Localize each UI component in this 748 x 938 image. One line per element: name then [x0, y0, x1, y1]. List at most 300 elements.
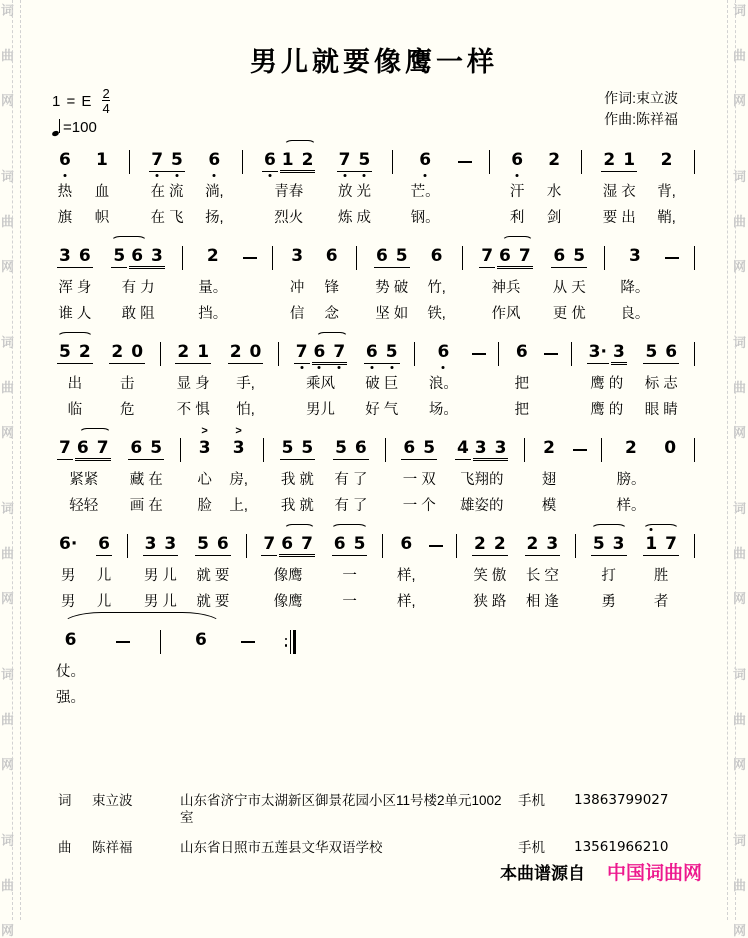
beam-group [333, 438, 369, 460]
note-cell [56, 426, 112, 516]
lyric-line-1: 紧紧 [69, 472, 99, 488]
barline [160, 342, 161, 366]
note-group [332, 438, 370, 464]
note-cell [363, 330, 401, 420]
note-group [600, 150, 638, 176]
contact-phone: 13863799027 [574, 792, 669, 808]
lyric-line-1: 房, [229, 472, 248, 488]
note-cell [616, 426, 645, 516]
note-group [622, 438, 640, 464]
beam-group [497, 246, 533, 269]
music-system [55, 618, 695, 708]
note-digit: 3 [612, 534, 625, 554]
note-cell [110, 234, 166, 324]
note-digit: 6 [195, 630, 207, 650]
right-watermark-strip [722, 0, 748, 938]
beam-group [75, 438, 111, 461]
note-digit: 6 [375, 246, 388, 266]
note-group [626, 246, 644, 272]
lyric-line-2: 扬, [205, 210, 224, 226]
note-digit: 6 [400, 534, 413, 554]
lyric-line-1: 背, [657, 184, 676, 200]
lyric-line-2: 雄姿的 [459, 498, 504, 514]
watermark-char: 曲 [1, 878, 15, 893]
watermark-char: 曲 [1, 546, 15, 561]
note-group [194, 534, 232, 560]
note-digit: 2 [548, 150, 561, 170]
watermark-char: 曲 [1, 712, 15, 727]
watermark-char: 词 [1, 169, 15, 184]
note [77, 246, 93, 266]
note-digit: 7 [295, 342, 308, 362]
barline [263, 438, 264, 462]
beam-group [143, 534, 179, 556]
watermark-char: 词 [732, 667, 746, 682]
lyric-line-1: 胜 [653, 568, 669, 584]
lyric-line-2: 要 出 [602, 210, 636, 226]
note-digit: 6 [281, 534, 294, 554]
thick-barline [293, 630, 296, 654]
note-cell [642, 330, 680, 420]
beam-group [57, 438, 73, 460]
lyric-line-2: 剑 [546, 210, 562, 226]
note-digit: 2 [660, 150, 673, 170]
note-digit: 6 [64, 630, 77, 650]
note-digit: 2 [474, 534, 486, 554]
key-signature-line [52, 88, 110, 114]
note [95, 438, 111, 458]
note [353, 438, 369, 458]
watermark-char: 词 [1, 501, 15, 516]
note [332, 534, 348, 554]
music-system [55, 426, 695, 516]
accent-mark: > [235, 425, 242, 437]
note [364, 342, 380, 362]
note-cell [56, 234, 94, 324]
lyric-line-2: 利 [509, 210, 525, 226]
lyric-line-2: 眼 睛 [644, 402, 678, 418]
note-group [288, 246, 306, 272]
plain-group [197, 425, 213, 458]
beam-group [261, 534, 277, 556]
note [352, 534, 368, 554]
watermark-char: 曲 [732, 48, 746, 63]
note-cell [56, 522, 80, 612]
plain-group [659, 150, 675, 170]
note-cell [471, 522, 509, 612]
note-cell [260, 522, 316, 612]
note [109, 342, 125, 362]
beam-group [364, 342, 400, 364]
note-cell [508, 138, 526, 228]
time-signature [102, 87, 109, 115]
note [331, 342, 347, 362]
note [587, 342, 609, 362]
note-digit: 7 [96, 438, 109, 458]
note [94, 150, 110, 170]
note-digit: 6 [499, 246, 511, 266]
lyric-line-1: 势 破 [375, 280, 409, 296]
plain-group [63, 630, 79, 650]
note-digit: 2 [78, 342, 91, 362]
note [497, 246, 513, 266]
lyric-line-2: 信 [289, 306, 305, 322]
key-tempo-block [52, 88, 110, 136]
watermark-char: 词 [1, 667, 15, 682]
footer-source-text: 本曲谱源自 [499, 864, 585, 883]
barline [694, 534, 695, 558]
note-group [513, 342, 531, 368]
note-cell [429, 330, 458, 420]
plain-group [623, 438, 639, 458]
note [398, 534, 414, 554]
watermark-char: 网 [732, 425, 746, 440]
barline [694, 150, 695, 174]
note-cell [293, 330, 349, 420]
barline [385, 438, 386, 462]
dash-continuation [116, 641, 130, 643]
lyric-line-1: 血 [94, 184, 110, 200]
note-digit: 1 [197, 342, 210, 362]
note-digit: 5 [385, 342, 398, 362]
note-digit: 6 [511, 150, 524, 170]
lyric-line-2: 谁 人 [58, 306, 92, 322]
lyric-line-1: 从 天 [552, 280, 586, 296]
lyric-line-1: 青春 [274, 184, 304, 200]
note-cell [513, 330, 531, 420]
note-group [56, 438, 112, 464]
barline [272, 246, 273, 270]
plain-group [324, 246, 340, 266]
note-digit: 5 [59, 342, 71, 362]
note-digit: 6 [430, 246, 443, 266]
note [312, 342, 328, 362]
lyric-line-1: 男 [60, 568, 76, 584]
beam-group [280, 150, 316, 173]
lyric-line-1: 把 [514, 376, 530, 392]
note-group [478, 246, 534, 272]
note-digit: 5 [301, 438, 314, 458]
watermark-char: 词 [732, 3, 746, 18]
note-group [192, 630, 210, 656]
lyric-line-2: 坚 如 [375, 306, 409, 322]
note-digit: 6 [365, 342, 378, 362]
watermark-char: 词 [1, 833, 15, 848]
contact-phone-label: 手机 [518, 793, 545, 808]
barline [382, 534, 383, 558]
note [195, 342, 211, 362]
note-group [93, 150, 111, 176]
note [215, 534, 231, 554]
watermark-char: 网 [1, 93, 15, 108]
beam-group [472, 534, 508, 556]
note [169, 150, 185, 170]
note-cell [279, 426, 317, 516]
watermark-char: 词 [732, 501, 746, 516]
note-group [400, 438, 438, 464]
note-digit: 3 [144, 534, 157, 554]
time-signature-denominator: 4 [102, 101, 110, 116]
note [299, 534, 315, 554]
note-digit: 3 [546, 534, 559, 554]
note-group [56, 342, 94, 368]
music-system [55, 330, 695, 420]
barline [246, 534, 247, 558]
barline [694, 246, 695, 270]
accent-mark: > [201, 425, 208, 437]
note [627, 246, 643, 266]
thin-barline [290, 630, 291, 654]
note-digit: 6 [553, 246, 566, 266]
note-digit: 7 [481, 246, 494, 266]
plain-group [193, 630, 209, 650]
lyric-line-2: 脸 [197, 498, 212, 514]
watermark-char: 网 [732, 93, 746, 108]
note-cell [478, 234, 534, 324]
note-cell [127, 426, 165, 516]
lyric-line-1: 藏 在 [129, 472, 163, 488]
note [659, 150, 675, 170]
right-dashed-border-outer [727, 0, 728, 920]
note-group [428, 246, 446, 272]
note-digit: 2 [206, 246, 219, 266]
left-watermark-strip [0, 0, 26, 938]
contact-name: 束立波 [92, 793, 133, 808]
watermark-char: 曲 [732, 546, 746, 561]
lyric-line-2: 不 惧 [176, 402, 210, 418]
note-digit: 7 [301, 534, 313, 554]
note [197, 425, 213, 458]
lyric-line-1: 我 就 [280, 472, 314, 488]
note-digit: 5 [573, 246, 586, 266]
lyric-line-1: 在 流 [150, 184, 184, 200]
note-group [196, 425, 214, 464]
note [356, 150, 372, 170]
note-cell [400, 426, 438, 516]
note-digit: 3 [474, 438, 487, 458]
note-group [95, 534, 113, 560]
note-digit: 6 [515, 342, 528, 362]
note-digit: 5 [335, 438, 347, 458]
note-digit: 7 [333, 342, 346, 362]
barline [278, 342, 279, 366]
beam-group [591, 534, 627, 556]
lyric-line-2: 旗 [57, 210, 73, 226]
lyric-line-2: 临 [67, 402, 83, 418]
composer-credit: 作曲:陈祥福 [604, 111, 678, 127]
note [384, 342, 400, 362]
plain-group [627, 246, 643, 266]
note-cell [586, 330, 628, 420]
lyric-line-1: 飞翔的 [459, 472, 504, 488]
note-digit: 3 [629, 246, 641, 266]
note-cell [600, 138, 638, 228]
beam-group [643, 534, 679, 556]
note-group [434, 342, 452, 368]
beam-group [279, 534, 315, 557]
time-signature-numerator: 2 [102, 86, 110, 101]
note-digit: 3 [232, 438, 245, 458]
lyric-line-1: 浪。 [428, 376, 458, 392]
note [57, 534, 79, 554]
beam-group [111, 246, 127, 268]
lyric-line-1: 仗。 [56, 664, 85, 680]
note [509, 150, 525, 170]
note-digit: 6· [59, 534, 78, 554]
beam-group [129, 246, 165, 269]
note-group [62, 630, 80, 656]
lyric-line-2: 我 就 [280, 498, 314, 514]
note-group [471, 534, 509, 560]
lyric-line-2: 一 个 [402, 498, 436, 514]
lyric-line-2: 在 飞 [150, 210, 184, 226]
note-group [261, 150, 317, 176]
note-cell [373, 234, 411, 324]
note-digit: 2 [526, 534, 539, 554]
watermark-char: 曲 [1, 380, 15, 395]
meta-row [52, 88, 678, 136]
beam-group [280, 438, 316, 460]
note-digit: 5 [113, 246, 126, 266]
dash-continuation [243, 257, 257, 259]
note-digit: 5 [592, 534, 605, 554]
note [231, 425, 247, 458]
lyric-line-1: 笑 傲 [473, 568, 507, 584]
lyric-line-2: 狭 路 [473, 594, 507, 610]
note [75, 438, 91, 458]
note [571, 246, 587, 266]
lyric-line-1: 一 双 [402, 472, 436, 488]
note-digit: 2 [301, 150, 314, 170]
plain-group [417, 150, 433, 170]
note-digit: 5 [171, 150, 183, 170]
note-digit: 2 [177, 342, 190, 362]
music-system [55, 234, 695, 324]
lyric-line-1: 破 巨 [365, 376, 399, 392]
note-group [397, 534, 415, 560]
note-group [642, 534, 680, 560]
note-cell [411, 138, 440, 228]
note-cell [174, 330, 212, 420]
note-cell [540, 426, 558, 516]
watermark-char: 词 [1, 335, 15, 350]
note [591, 534, 607, 554]
watermark-char: 曲 [732, 214, 746, 229]
lyric-line-1: 儿 [96, 568, 112, 584]
barline [571, 342, 572, 366]
watermark-char: 曲 [1, 214, 15, 229]
note [262, 150, 278, 170]
note-digit: 2 [603, 150, 616, 170]
note-cell [198, 234, 227, 324]
plain-group [546, 150, 562, 170]
beam-group [587, 342, 609, 364]
note [546, 150, 562, 170]
lyric-line-2: 男 儿 [143, 594, 177, 610]
lyric-line-2: 炼 成 [337, 210, 371, 226]
note-digit: 2 [493, 534, 506, 554]
note-digit: 1 [645, 534, 658, 554]
note [294, 342, 310, 362]
beam-group [455, 438, 471, 460]
note-cell [227, 330, 265, 420]
watermark-char: 曲 [1, 48, 15, 63]
note-cell [205, 138, 224, 228]
lyric-line-1: 翅 [541, 472, 557, 488]
note-digit: 5 [150, 438, 163, 458]
note-cell [545, 138, 563, 228]
note-digit: 7 [151, 150, 164, 170]
note [129, 342, 145, 362]
plain-group [206, 150, 222, 170]
lyric-line-1: 打 [601, 568, 616, 584]
note [289, 246, 305, 266]
dash-continuation [544, 353, 558, 355]
note [623, 438, 639, 458]
music-system [55, 138, 695, 228]
contact-phone: 13561966210 [574, 839, 669, 855]
note [128, 438, 144, 458]
note-digit: 0 [131, 342, 144, 362]
note-digit: 3 [494, 438, 507, 458]
note-digit: 6 [98, 534, 110, 554]
watermark-char: 网 [732, 259, 746, 274]
note [279, 534, 295, 554]
lyric-line-2: 帜 [94, 210, 110, 226]
dash-continuation [429, 545, 443, 547]
lyric-line-2: 勇 [601, 594, 616, 610]
note-digit: 1 [281, 150, 294, 170]
note-cell [148, 138, 186, 228]
lyric-line-1: 出 [67, 376, 83, 392]
barline [456, 534, 457, 558]
watermark-char: 网 [732, 591, 746, 606]
lyric-line-2: 把 [514, 402, 530, 418]
note [129, 246, 145, 266]
contact-role: 词 [58, 793, 72, 808]
note [643, 342, 659, 362]
note-digit: 5 [358, 150, 371, 170]
note-cell [524, 522, 562, 612]
watermark-char: 曲 [732, 380, 746, 395]
beam-group [611, 342, 627, 365]
lyric-line-2: 一 [342, 594, 357, 610]
note-digit: 7 [338, 150, 351, 170]
contact-name: 陈祥福 [92, 840, 133, 855]
note-group [174, 342, 212, 368]
contact-info [58, 792, 668, 856]
watermark-char: 曲 [732, 878, 746, 893]
barline [356, 246, 357, 270]
beam-group [479, 246, 495, 268]
note [149, 150, 165, 170]
note-digit: 3 [291, 246, 304, 266]
beam-group [601, 150, 637, 172]
note-cell [620, 234, 649, 324]
barline [129, 150, 130, 174]
note [337, 150, 353, 170]
note-digit: 6 [76, 438, 89, 458]
note-group [279, 438, 317, 464]
footer-brand-name: 中国词曲网 [606, 863, 702, 884]
lyric-line-2: 场。 [428, 402, 458, 418]
lyric-line-2: 样。 [616, 498, 646, 514]
barline [242, 150, 243, 174]
note-group [331, 534, 369, 560]
note-digit: 5 [281, 438, 294, 458]
plain-group [514, 342, 530, 362]
note-cell [56, 138, 74, 228]
